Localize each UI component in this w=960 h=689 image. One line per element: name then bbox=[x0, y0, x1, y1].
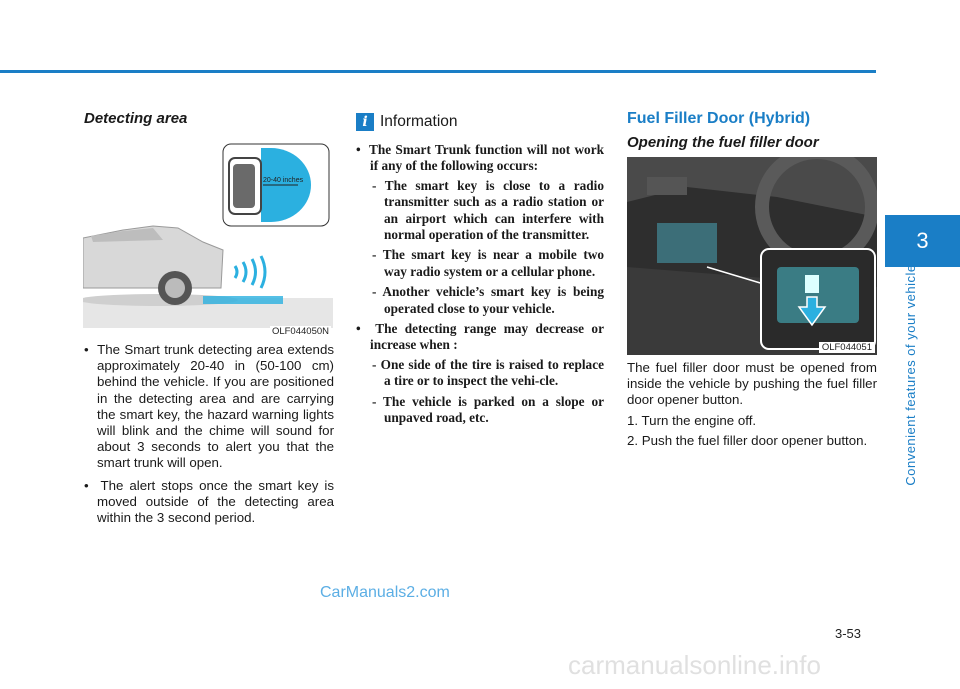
list-item: • The alert stops once the smart key is moved outside of the detecting area within the 3 second period. bbox=[84, 477, 334, 526]
figure-code: OLF044051 bbox=[819, 342, 875, 353]
intro-paragraph: The fuel filler door must be opened from inside the vehicle by pushing the fuel filler door opener button. bbox=[627, 360, 877, 408]
watermark-footer: carmanualsonline.info bbox=[568, 650, 821, 680]
watermark-link[interactable]: CarManuals2.com bbox=[320, 584, 450, 601]
fuel-filler-heading: Fuel Filler Door (Hybrid) bbox=[627, 110, 811, 127]
fuel-filler-figure bbox=[627, 157, 877, 355]
list-item: - The smart key is near a mobile two way radio system or a cellular phone. bbox=[372, 247, 604, 279]
list-item: • The detecting range may decrease or increase when : bbox=[356, 321, 604, 353]
figure-code: OLF044050N bbox=[271, 326, 329, 337]
page-number: 3-53 bbox=[835, 626, 862, 641]
step-item: 1. Turn the engine off. bbox=[627, 412, 757, 428]
chapter-number-tab: 3 bbox=[885, 215, 960, 267]
step-item: 2. Push the fuel filler door opener button. bbox=[627, 432, 868, 448]
opening-fuel-filler-subheading: Opening the fuel filler door bbox=[627, 134, 819, 151]
inset-distance-text: 20-40 inches bbox=[263, 177, 304, 184]
list-item: • The Smart Trunk function will not work if any of the following occurs: bbox=[356, 142, 604, 174]
information-heading: i Information bbox=[356, 113, 606, 131]
chapter-title: Convenient features of your vehicle bbox=[903, 264, 918, 486]
detecting-area-heading: Detecting area bbox=[84, 110, 188, 127]
info-icon: i bbox=[356, 113, 374, 131]
detecting-area-figure bbox=[83, 138, 333, 338]
information-body bbox=[356, 142, 604, 431]
fuel-filler-text bbox=[627, 360, 877, 453]
list-item: - The smart key is close to a radio transmitter such as a radio station or an airport which can interfere with normal operation of the transmitter. bbox=[372, 177, 604, 243]
list-item: • The Smart trunk detecting area extends approximately 20-40 in (50-100 cm) behind the vehicle. If you are positioned in the detecting area and are carrying the smart key, the hazard warning lights will blink and the chime will sound for about 3 seconds to alert you that the smart trunk will open. bbox=[84, 342, 334, 471]
list-item: - The vehicle is parked on a slope or unpaved road, etc. bbox=[372, 393, 604, 426]
header-rule bbox=[0, 70, 876, 73]
list-item: - One side of the tire is raised to replace a tire or to inspect the vehi-cle. bbox=[372, 356, 604, 389]
detecting-area-bullets bbox=[84, 342, 334, 532]
list-item: - Another vehicle’s smart key is being operated close to your vehicle. bbox=[372, 284, 604, 316]
